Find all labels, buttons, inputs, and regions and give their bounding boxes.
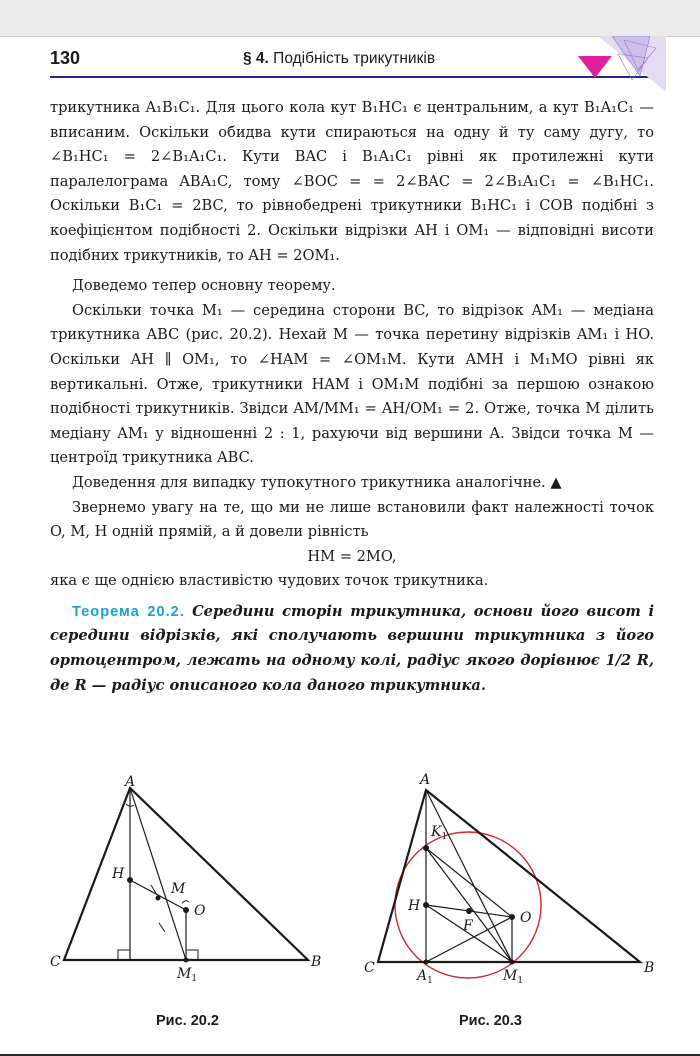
label-m1: $M_1$: [503, 968, 524, 986]
caption-fig-20-2: Рис. 20.2: [156, 1013, 219, 1029]
label-o: O: [194, 903, 206, 919]
label-c: C: [50, 954, 61, 970]
paragraph-1: трикутника A₁B₁C₁. Для цього кола кут B₁HC₁ є центральним, а кут B₁A₁C₁ — вписаним. Оскільки обидва кути спираються на одну й ту саму дугу, то ∠B₁HC₁ = 2∠B₁A₁C₁. Кути BAC і B₁A₁C₁ рівні як протилежні кути паралелограма ABA₁C, тому ∠BOC = = 2∠BAC = 2∠B₁A₁C₁ = ∠B₁HC₁. Оскільки B₁C₁ = 2BC, то рівнобедрені трикутники B₁HC₁ і COB подібні з коефіцієнтом подібності 2. Оскільки відрізки AH і OM₁ — відповідні висоти подібних трикутників, то AH = 2OM₁.: [50, 99, 654, 264]
theorem-label: Теорема 20.2.: [72, 603, 185, 620]
paragraph-3: Оскільки точка M₁ — середина сторони BC, то відрізок AM₁ — медіана трикутника ABC (рис. 20.2). Нехай M — точка перетину відрізків AM₁ і HO. Оскільки AH ∥ OM₁, то ∠HAM = ∠OM₁M. Кути AMH і M₁MO рівні як вертикальні. Отже, трикутники HAM і OM₁M подібні за першою ознакою подібності трикутників. Звідси AM/MM₁ = AH/OM₁ = 2. Отже, точка M ділить медіану AM₁ у відношенні 2 : 1, рахуючи від вершини A. Звідси точка M — центроїд трикутника ABC.: [50, 301, 654, 467]
section-title: Подібність трикутників: [273, 50, 436, 67]
paragraph-4: Доведення для випадку тупокутного трикутника аналогічне. ▲: [72, 473, 562, 491]
label-o: O: [520, 910, 532, 926]
page-number: 130: [50, 48, 81, 68]
caption-fig-20-3: Рис. 20.3: [459, 1013, 522, 1029]
figures: [0, 760, 700, 1010]
label-a: A: [420, 772, 431, 788]
label-c: C: [364, 960, 375, 976]
body-text: [50, 96, 654, 698]
section-mark: § 4.: [243, 50, 269, 67]
paragraph-5: Звернемо увагу на те, що ми не лише встановили факт належності точок O, M, H одній прямій, а й довели рівність: [50, 498, 654, 541]
label-b: B: [311, 954, 322, 970]
label-a: A: [125, 774, 136, 790]
label-h: H: [408, 898, 421, 914]
top-band: [0, 0, 700, 37]
label-a1: $A_1$: [417, 968, 433, 986]
label-f: F: [463, 918, 473, 934]
header-rule: [50, 76, 650, 78]
label-m: M: [171, 881, 186, 897]
paragraph-2: Доведемо тепер основну теорему.: [72, 277, 336, 295]
label-b: B: [644, 960, 655, 976]
theorem-text: Середини сторін трикутника, основи його висот і середини відрізків, які сполучають вершини трикутника з його ортоцентром, лежать на одному колі, радіус якого дорівнює 1/2 R, де R — радіус описаного кола даного трикутника.: [50, 602, 654, 694]
label-k1: $K_1$: [431, 824, 448, 842]
label-m1: $M_1$: [177, 966, 198, 984]
corner-decoration: [578, 36, 666, 92]
figure-20-3: [364, 772, 654, 986]
running-title: [243, 50, 435, 68]
page-header: [50, 44, 650, 78]
theorem-20-2: [50, 600, 654, 698]
figure-20-2: [50, 774, 321, 984]
label-h: H: [112, 866, 125, 882]
paragraph-6: яка є ще однією властивістю чудових точок трикутника.: [50, 572, 489, 590]
formula-hm: HM = 2MO,: [307, 547, 397, 565]
